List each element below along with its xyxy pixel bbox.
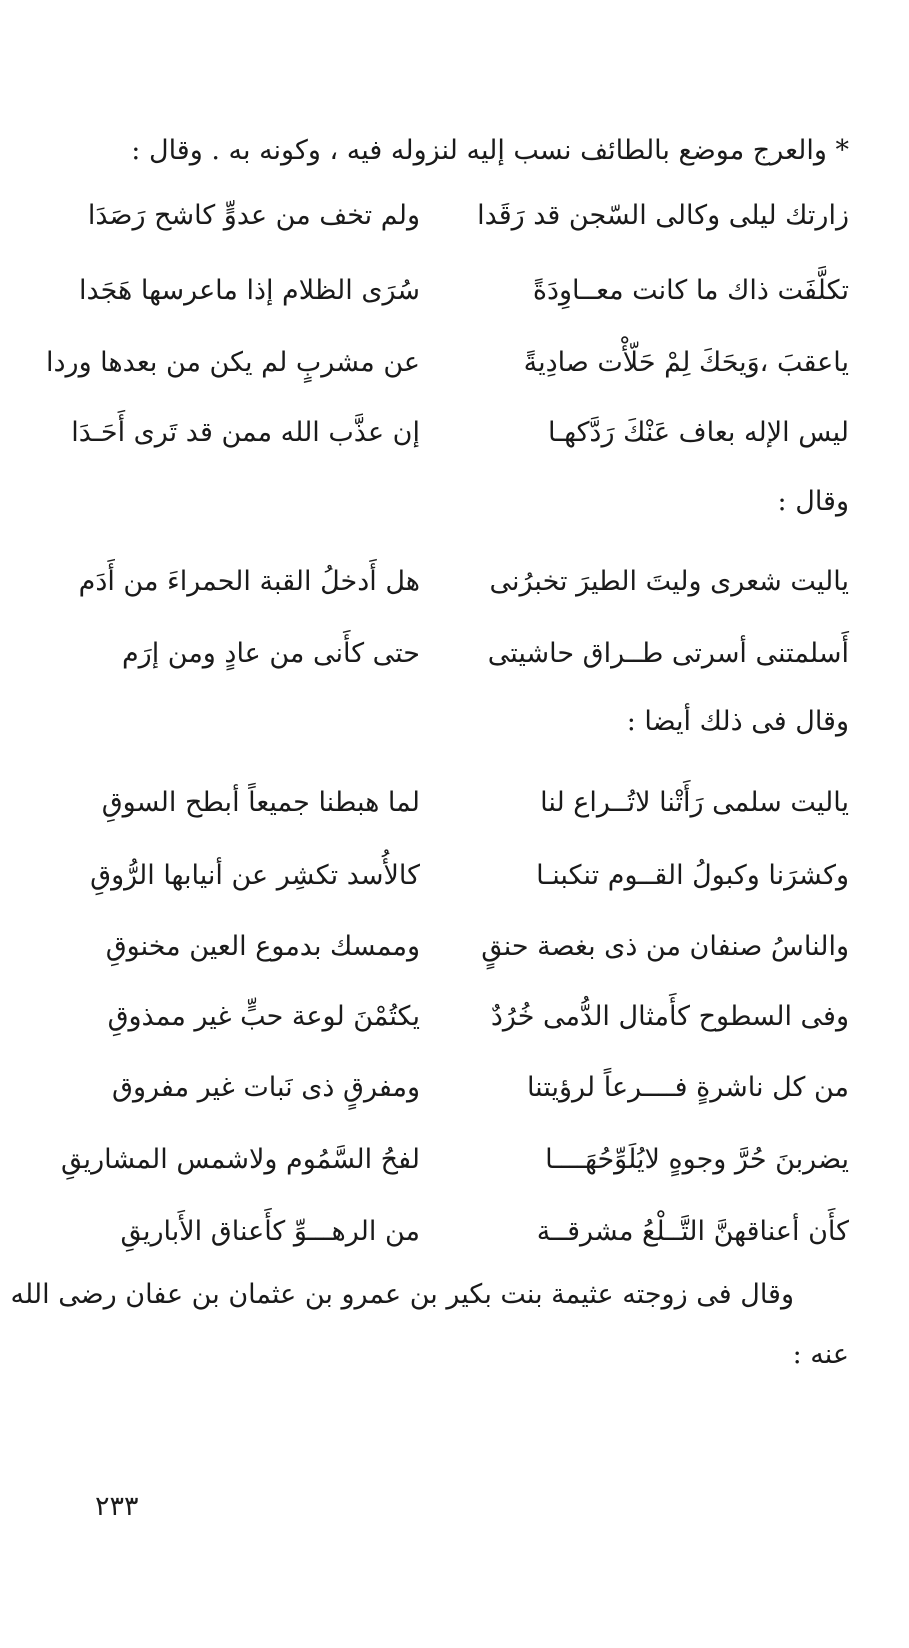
poem3-verse6-first: يضربنَ حُرَّ وجوهٍ لايُلَوِّحُهَــــا [545,1144,849,1175]
poem3-verse3-first: والناسُ صنفان من ذى بغصة حنقٍ [481,931,849,962]
poem2-verse2-first: أَسلمتنى أسرتى طــراق حاشيتى [487,638,849,669]
poem1-verse3-first: ياعقبَ ،وَيحَكَ لِمْ حَلّأْت صادِيةً [523,347,849,378]
intro-note: * والعرج موضع بالطائف نسب إليه لنزوله فيه ، وكونه به . وقال : [131,135,849,166]
poem3-verse5-first: من كل ناشرةٍ فــــرعاً لرؤيتنا [526,1072,849,1103]
closing-prose-line2: عنه : [792,1339,849,1370]
poem1-verse1-first: زارتك ليلى وكالى السّجن قد رَقَدا [477,200,849,231]
poem3-verse4-second: يكتُمْنَ لوعة حبٍّ غير ممذوقِ [107,1001,420,1032]
poem3-verse1-first: ياليت سلمى رَأَتْنا لاتُــراع لنا [540,787,849,818]
poem1-verse2-first: تكلَّفَت ذاك ما كانت معــاوِدَةً [532,275,849,306]
heading-poem3: وقال فى ذلك أيضا : [626,706,849,737]
poem2-verse1-first: ياليت شعرى وليتَ الطيرَ تخبرُنى [489,566,849,597]
poem1-verse3-second: عن مشربٍ لم يكن من بعدها وردا [46,347,420,378]
poem1-verse1-second: ولم تخف من عدوٍّ كاشح رَصَدَا [87,200,420,231]
poem3-verse2-second: كالأُسد تكشِر عن أنيابها الرُّوقِ [90,860,420,891]
heading-poem2: وقال : [777,486,849,517]
poem3-verse3-second: وممسك بدموع العين مخنوقِ [105,931,420,962]
poem1-verse4-second: إن عذَّب الله ممن قد تَرى أَحَـدَا [71,417,420,448]
poem2-verse2-second: حتى كأَنى من عادٍ ومن إرَم [121,638,420,669]
poem3-verse4-first: وفى السطوح كأَمثال الدُّمى خُرُدٌ [490,1001,849,1032]
page-number: ٢٣٣ [95,1491,139,1522]
poem3-verse7-second: من الرهـــوِّ كأَعناق الأَباريقِ [120,1216,420,1247]
poem3-verse2-first: وكشرَنا وكبولُ القــوم تنكبنـا [536,860,849,891]
poem1-verse2-second: سُرَى الظلام إذا ماعرسها هَجَدا [78,275,420,306]
closing-prose-line1: وقال فى زوجته عثيمة بنت بكير بن عمرو بن عثمان بن عفان رضى الله [10,1279,794,1310]
poem3-verse5-second: ومفرقٍ ذى نَبات غير مفروق [112,1072,420,1103]
poem2-verse1-second: هل أَدخلُ القبة الحمراءَ من أَدَم [78,566,420,597]
poem3-verse6-second: لفحُ السَّمُوم ولاشمس المشاريقِ [61,1144,420,1175]
poem3-verse1-second: لما هبطنا جميعاً أبطح السوقِ [101,787,420,818]
poem3-verse7-first: كأَن أعناقهنَّ التَّــلْعُ مشرقــة [536,1216,849,1247]
poem1-verse4-first: ليس الإله بعاف عَنْكَ رَدَّكهـا [548,417,849,448]
